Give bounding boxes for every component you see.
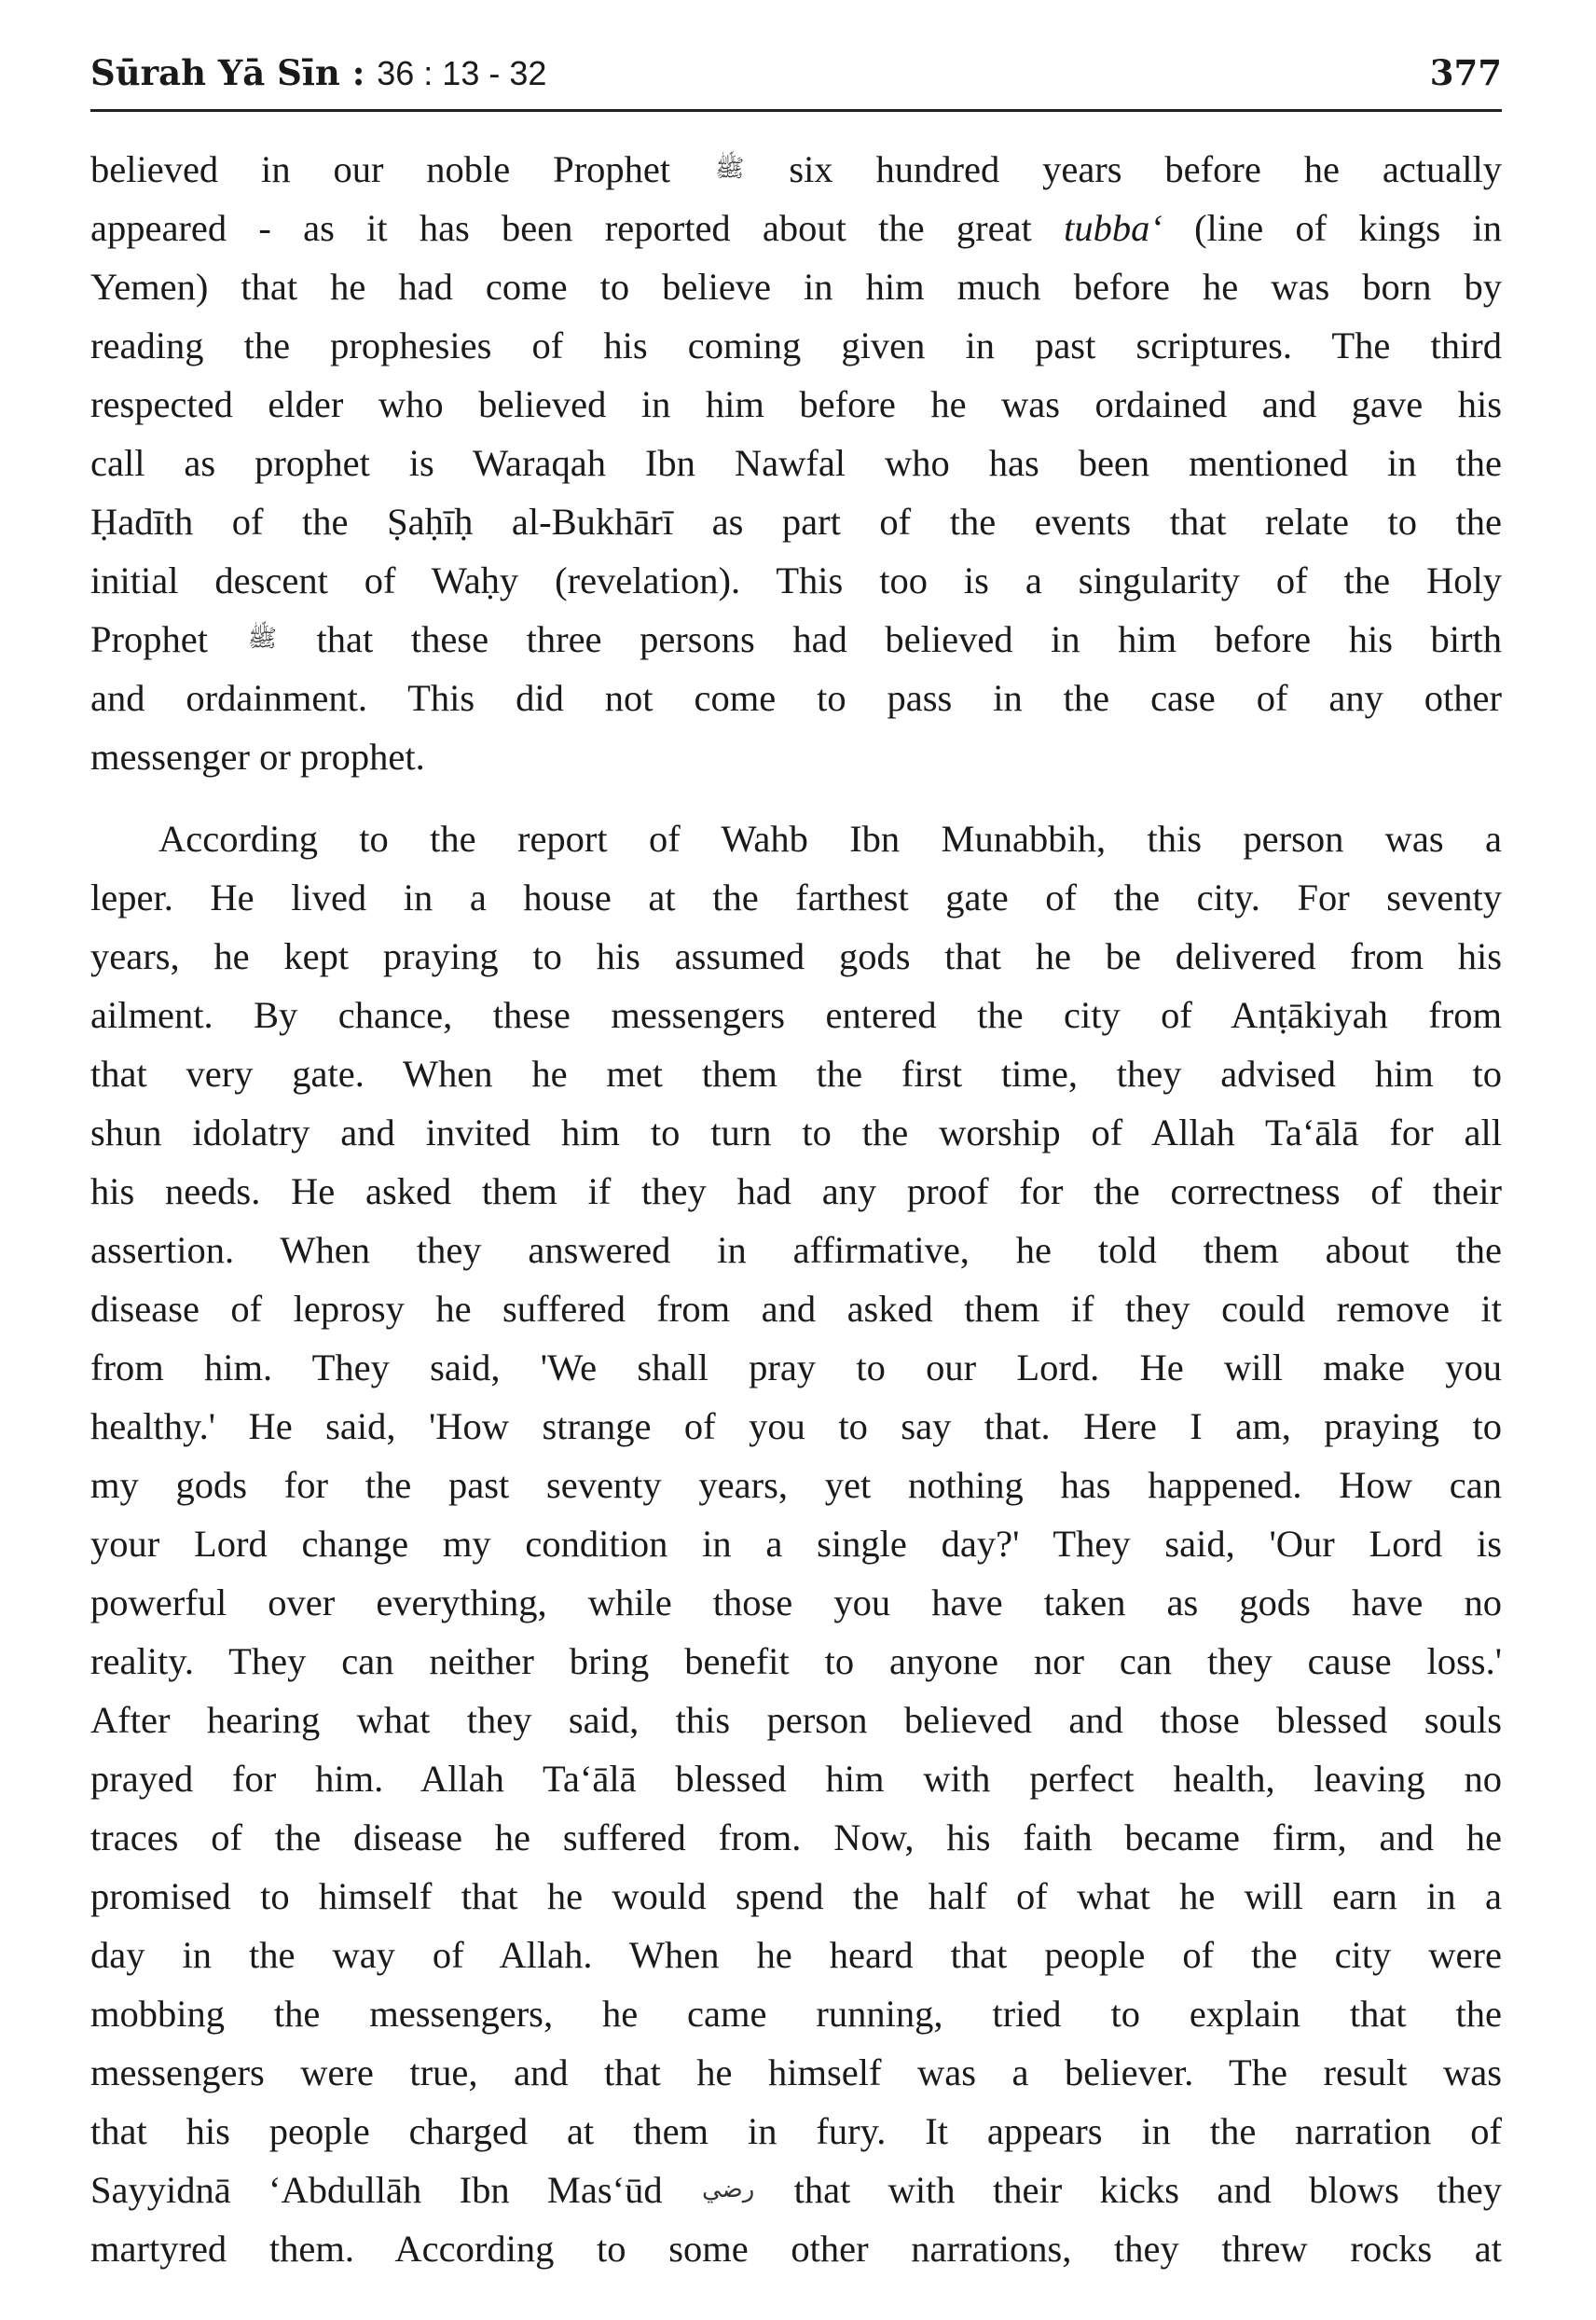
text-line: According to the report of Wahb Ibn Munabbih, this person was a xyxy=(158,818,1502,860)
text-line: Sayyidnā ‘Abdullāh Ibn Mas‘ūd رضي that with their kicks and blows they xyxy=(90,2169,1502,2211)
text-line: reality. They can neither bring benefit to anyone nor can they cause loss.' xyxy=(90,1640,1502,1682)
text-line: ailment. By chance, these messengers entered the city of Anṭākiyah from xyxy=(90,994,1502,1036)
text-line: appeared - as it has been reported about the great tubba‘ (line of kings in xyxy=(90,207,1503,249)
body-text xyxy=(90,140,1502,2278)
salutation-glyph-icon: رضي xyxy=(701,2175,755,2203)
text-line: promised to himself that he would spend the half of what he will earn in a xyxy=(90,1875,1502,1917)
text-line: his needs. He asked them if they had any proof for the correctness of their xyxy=(90,1170,1502,1212)
text-line: reading the prophesies of his coming given in past scriptures. The third xyxy=(90,325,1502,366)
header-rule xyxy=(90,109,1502,112)
text-line: mobbing the messengers, he came running, tried to explain that the xyxy=(90,1993,1502,2035)
page-number: 377 xyxy=(1429,52,1502,93)
text-line: day in the way of Allah. When he heard that people of the city were xyxy=(90,1934,1502,1976)
text-line: martyred them. According to some other narrations, they threw rocks at xyxy=(90,2228,1502,2270)
text-line: After hearing what they said, this person believed and those blessed souls xyxy=(90,1699,1502,1741)
page-header xyxy=(90,52,1502,106)
text-line: healthy.' He said, 'How strange of you to say that. Here I am, praying to xyxy=(90,1405,1502,1447)
text-line: messenger or prophet. xyxy=(90,736,425,778)
salutation-glyph-icon: ﷺ xyxy=(715,155,745,182)
text-line: shun idolatry and invited him to turn to the worship of Allah Ta‘ālā for all xyxy=(90,1112,1502,1153)
verse-reference: 36 : 13 - 32 xyxy=(377,54,547,92)
text-line: assertion. When they answered in affirmative, he told them about the xyxy=(90,1229,1502,1271)
text-line: that very gate. When he met them the first time, they advised him to xyxy=(90,1053,1502,1095)
text-line: Prophet ﷺ that these three persons had believed in him before his birth xyxy=(90,618,1503,660)
paragraph xyxy=(90,809,1502,2278)
paragraph xyxy=(90,140,1502,786)
surah-title: Sūrah Yā Sīn : xyxy=(90,52,365,93)
text-line: call as prophet is Waraqah Ibn Nawfal who has been mentioned in the xyxy=(90,442,1502,484)
text-line: believed in our noble Prophet ﷺ six hundred years before he actually xyxy=(90,148,1503,190)
text-line: powerful over everything, while those you have taken as gods have no xyxy=(90,1581,1502,1623)
text-line: your Lord change my condition in a single day?' They said, 'Our Lord is xyxy=(90,1523,1502,1565)
text-line: Yemen) that he had come to believe in him much before he was born by xyxy=(90,266,1502,308)
text-line: messengers were true, and that he himself was a believer. The result was xyxy=(90,2051,1502,2093)
text-line: my gods for the past seventy years, yet nothing has happened. How can xyxy=(90,1464,1502,1506)
text-line: respected elder who believed in him before he was ordained and gave his xyxy=(90,383,1502,425)
text-line: years, he kept praying to his assumed gods that he be delivered from his xyxy=(90,935,1502,977)
running-title xyxy=(90,52,546,93)
text-line: initial descent of Waḥy (revelation). This too is a singularity of the Holy xyxy=(90,559,1502,601)
italic-term: tubba‘ xyxy=(1064,207,1163,249)
text-line: from him. They said, 'We shall pray to our Lord. He will make you xyxy=(90,1346,1502,1388)
text-line: leper. He lived in a house at the farthest gate of the city. For seventy xyxy=(90,877,1502,918)
text-line: prayed for him. Allah Ta‘ālā blessed him with perfect health, leaving no xyxy=(90,1758,1502,1800)
salutation-glyph-icon: ﷺ xyxy=(247,625,277,652)
text-line: and ordainment. This did not come to pass in the case of any other xyxy=(90,677,1502,719)
text-line: disease of leprosy he suffered from and asked them if they could remove it xyxy=(90,1288,1502,1330)
text-line: traces of the disease he suffered from. Now, his faith became firm, and he xyxy=(90,1816,1502,1858)
text-line: Ḥadīth of the Ṣaḥīḥ al-Bukhārī as part of the events that relate to the xyxy=(90,501,1502,543)
text-line: that his people charged at them in fury. It appears in the narration of xyxy=(90,2110,1502,2152)
